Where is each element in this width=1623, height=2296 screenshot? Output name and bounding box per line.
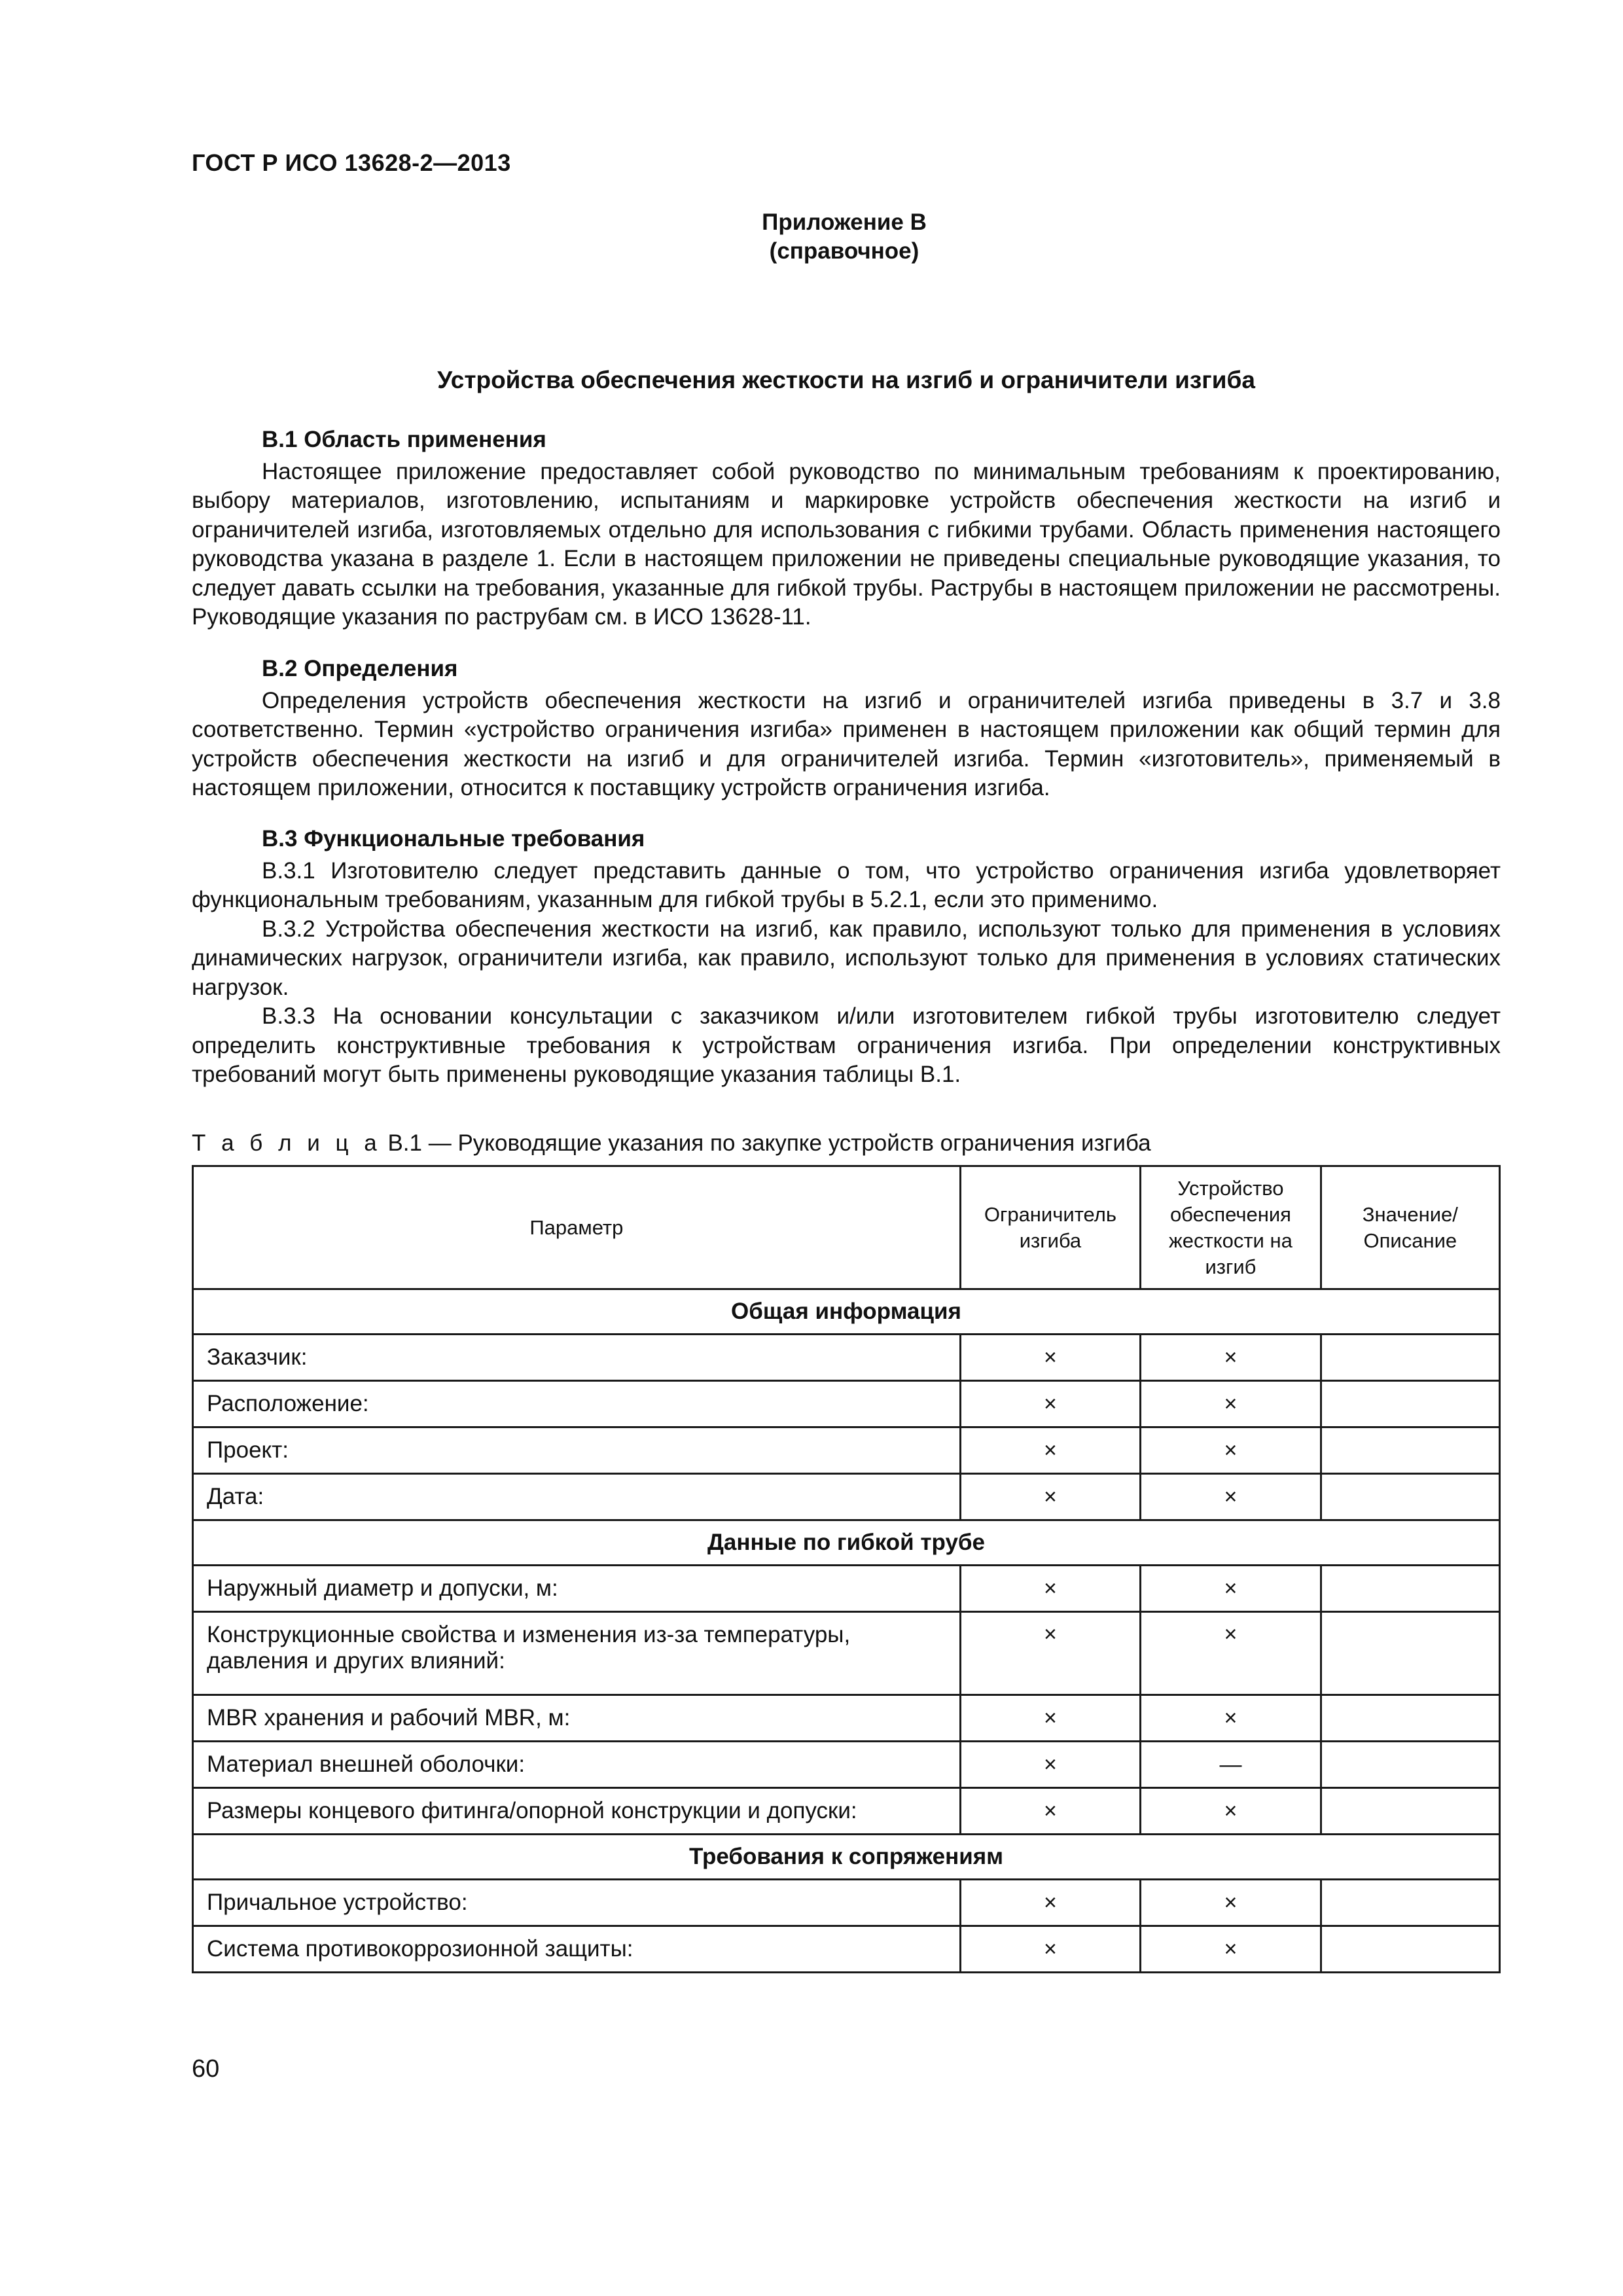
cell-stiffener: × [1141,1880,1321,1926]
cell-limiter: × [960,1381,1140,1427]
paragraph-b3-2: В.3.2 Устройства обеспечения жесткости на изгиб, как правило, используют только для применения в условиях динамических нагрузок, ограничители изгиба, как правило, используют только для применения в условиях статических нагрузок. [192,916,1501,1000]
table-row [193,1742,1500,1788]
cell-param: Наружный диаметр и допуски, м: [193,1566,961,1612]
table-row [193,1612,1500,1695]
section-b1 [192,425,1501,632]
cell-limiter: × [960,1427,1140,1474]
annex-title: Устройства обеспечения жесткости на изгиб и ограничители изгиба [437,367,1255,393]
cell-value [1321,1566,1499,1612]
cell-limiter: × [960,1880,1140,1926]
cell-value [1321,1335,1499,1381]
cell-param: Материал внешней оболочки: [193,1742,961,1788]
header-param: Параметр [193,1166,961,1289]
group-title: Требования к сопряжениям [193,1835,1500,1880]
table-row [193,1880,1500,1926]
cell-value [1321,1742,1499,1788]
table-row [193,1381,1500,1427]
cell-param: Конструкционные свойства и изменения из-за температуры, давления и других влияний: [193,1612,961,1695]
table-group-row [193,1835,1500,1880]
cell-param: MBR хранения и рабочий MBR, м: [193,1695,961,1742]
cell-stiffener: × [1141,1474,1321,1520]
header-value: Значение/ Описание [1321,1166,1499,1289]
paragraph-b3-3: В.3.3 На основании консультации с заказчиком и/или изготовителем гибкой трубы изготовителю следует определить конструктивные требования к устройствам ограничения изгиба. При определении конструктивных требований могут быть применены руководящие указания таблицы В.1. [192,1003,1501,1087]
cell-stiffener: × [1141,1788,1321,1835]
table-group-row [193,1520,1500,1566]
paragraph-b3-1: В.3.1 Изготовителю следует представить данные о том, что устройство ограничения изгиба удовлетворяет функциональным требованиям, указанным для гибкой трубы в 5.2.1, если это применимо. [192,857,1501,912]
cell-value [1321,1381,1499,1427]
header-limiter: Ограничитель изгиба [960,1166,1140,1289]
table-row [193,1427,1500,1474]
paragraph: Настоящее приложение предоставляет собой руководство по минимальным требованиям к проектированию, выбору материалов, изготовлению, испытаниям и маркировке устройств обеспечения жесткости на изгиб и ограничителей изгиба, изготовляемых отдельно для использования с гибкими трубами. Область применения настоящего руководства указана в разделе 1. Если в настоящем приложении не приведены специальные руководящие указания, то следует давать ссылки на требования, указанные для гибкой трубы. Раструбы в настоящем приложении не рассмотрены. Руководящие указания по раструбам см. в ИСО 13628-11. [192,458,1501,630]
section-heading: В.1 Область применения [262,427,546,452]
table-caption-prefix: Т а б л и ц а [192,1130,382,1156]
cell-value [1321,1926,1499,1973]
table-row [193,1695,1500,1742]
table-row [193,1566,1500,1612]
cell-value [1321,1612,1499,1695]
document-code: ГОСТ Р ИСО 13628-2—2013 [192,149,511,176]
annex-type: (справочное) [769,238,919,264]
table-row [193,1926,1500,1973]
section-heading: В.3 Функциональные требования [262,826,645,852]
cell-stiffener: × [1141,1381,1321,1427]
annex-label-block [713,208,975,266]
cell-value [1321,1427,1499,1474]
procurement-table [192,1165,1501,1973]
cell-limiter: × [960,1926,1140,1973]
cell-stiffener: × [1141,1695,1321,1742]
table-group-row [193,1289,1500,1335]
table-caption [192,1130,1151,1157]
section-b3 [192,825,1501,1090]
table-caption-text: В.1 — Руководящие указания по закупке устройств ограничения изгиба [381,1130,1151,1156]
cell-value [1321,1695,1499,1742]
cell-limiter: × [960,1612,1140,1695]
annex-label: Приложение В [762,209,927,235]
cell-param: Дата: [193,1474,961,1520]
cell-limiter: × [960,1566,1140,1612]
header-stiffener: Устройство обеспечения жесткости на изгиб [1141,1166,1321,1289]
group-title: Общая информация [193,1289,1500,1335]
cell-value [1321,1880,1499,1926]
table-row [193,1335,1500,1381]
table-header-row [193,1166,1500,1289]
cell-param: Причальное устройство: [193,1880,961,1926]
cell-limiter: × [960,1335,1140,1381]
group-title: Данные по гибкой трубе [193,1520,1500,1566]
cell-stiffener: × [1141,1566,1321,1612]
cell-param: Система противокоррозионной защиты: [193,1926,961,1973]
cell-limiter: × [960,1788,1140,1835]
cell-param: Размеры концевого фитинга/опорной конструкции и допуски: [193,1788,961,1835]
table-row [193,1788,1500,1835]
cell-param: Расположение: [193,1381,961,1427]
page-number: 60 [192,2055,220,2083]
cell-param: Заказчик: [193,1335,961,1381]
paragraph: Определения устройств обеспечения жесткости на изгиб и ограничителей изгиба приведены в 3.7 и 3.8 соответственно. Термин «устройство ограничения изгиба» применен в настоящем приложении как общий термин для устройств обеспечения жесткости на изгиб и для ограничителей изгиба. Термин «изготовитель», применяемый в настоящем приложении, относится к поставщику устройств ограничения изгиба. [192,687,1501,800]
cell-stiffener: × [1141,1427,1321,1474]
cell-param: Проект: [193,1427,961,1474]
cell-value [1321,1474,1499,1520]
section-heading: В.2 Определения [262,656,458,681]
cell-stiffener: × [1141,1926,1321,1973]
cell-limiter: × [960,1695,1140,1742]
cell-stiffener: × [1141,1335,1321,1381]
cell-value [1321,1788,1499,1835]
cell-limiter: × [960,1742,1140,1788]
table-row [193,1474,1500,1520]
cell-limiter: × [960,1474,1140,1520]
section-b2 [192,655,1501,803]
cell-stiffener: — [1141,1742,1321,1788]
cell-stiffener: × [1141,1612,1321,1695]
